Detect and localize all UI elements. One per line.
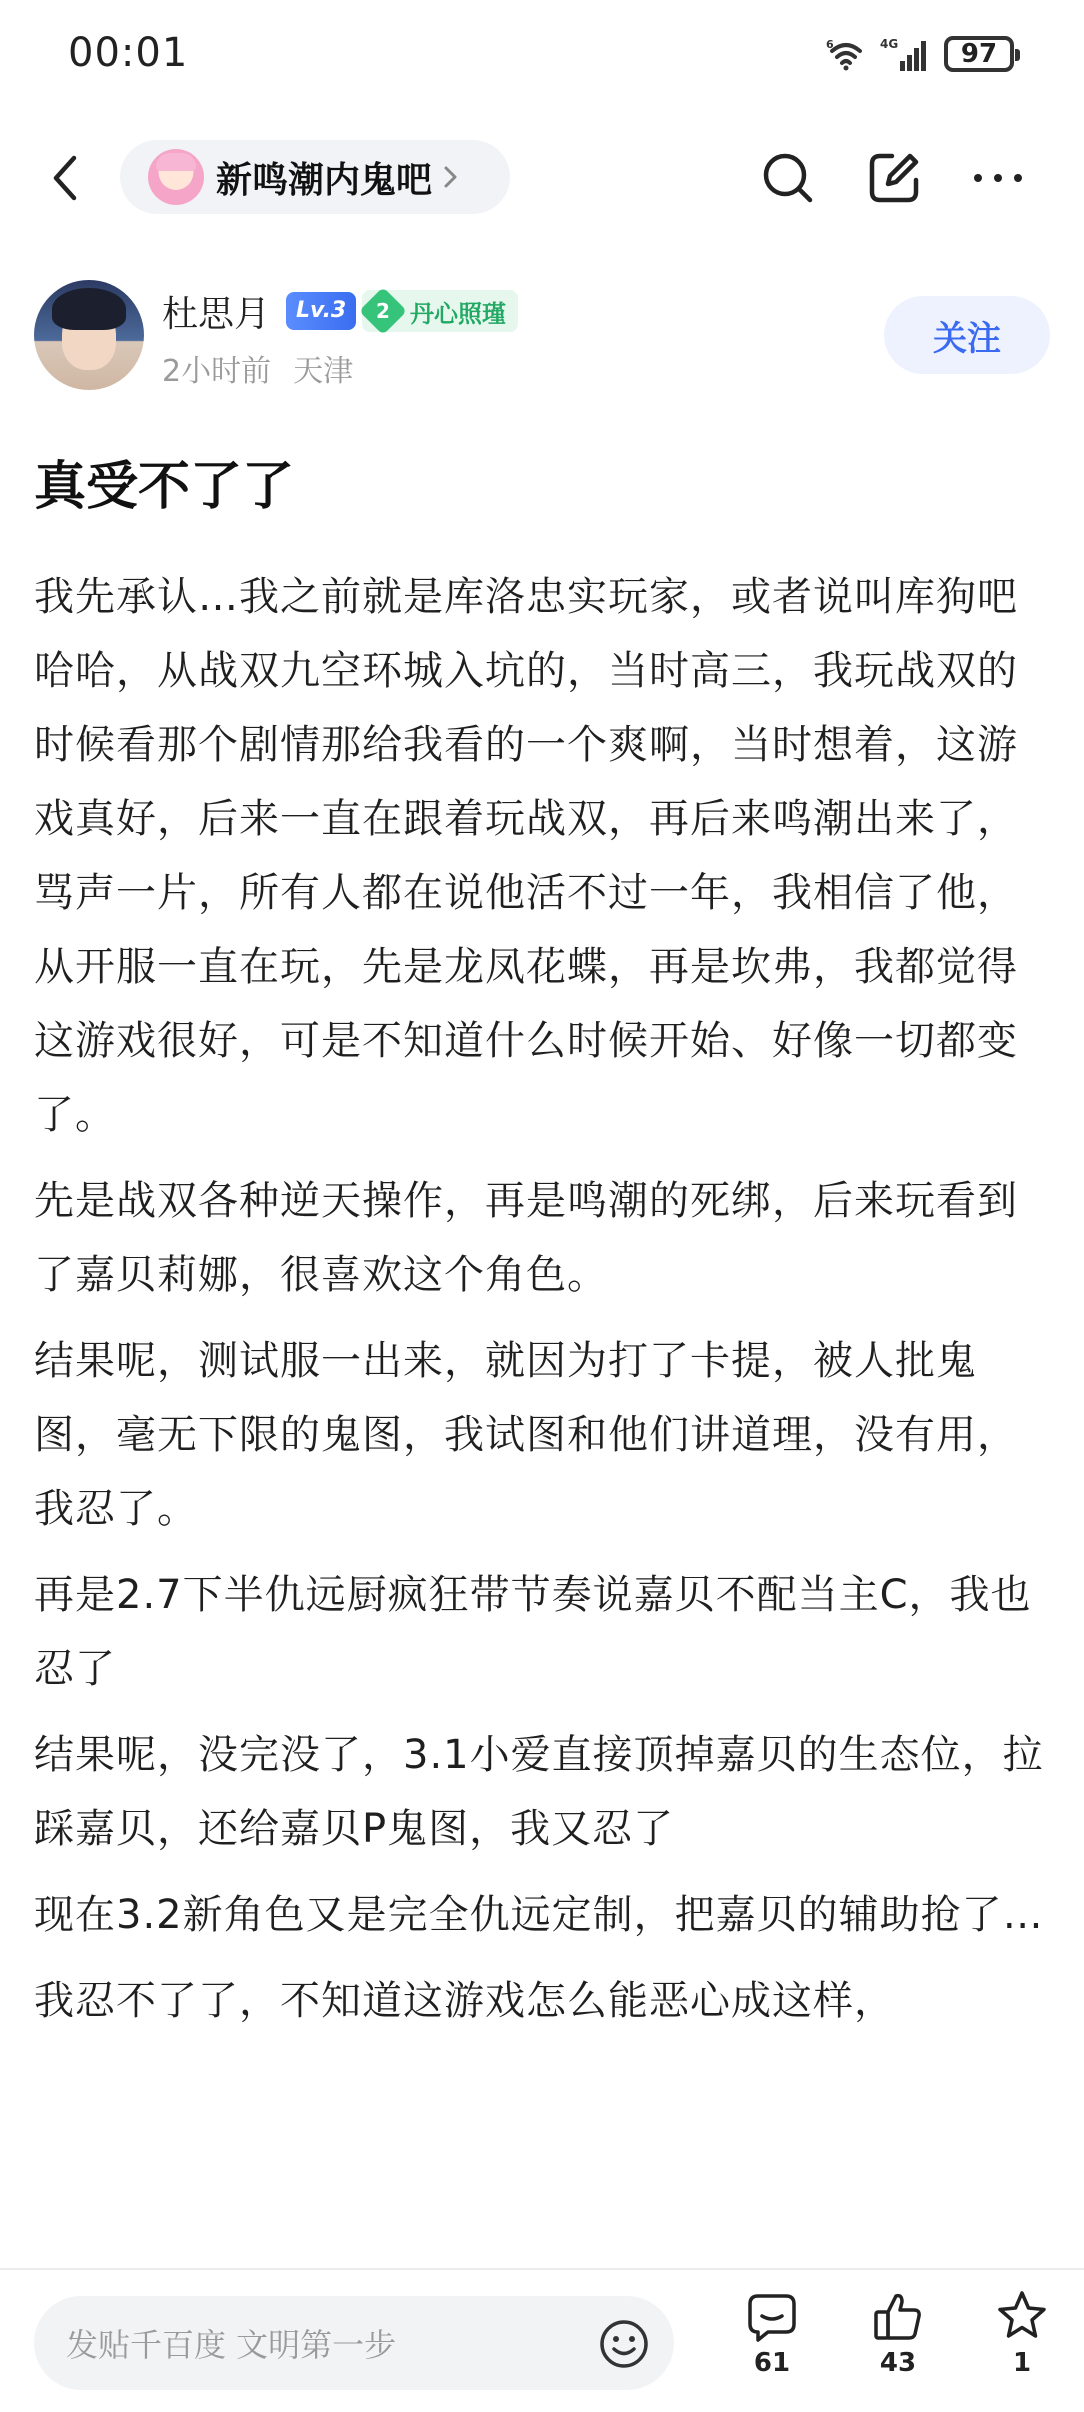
post-paragraph: 再是2.7下半仇远厨疯狂带节奏说嘉贝不配当主C，我也忍了 <box>34 1572 1032 1692</box>
honor-level: 2 <box>376 298 390 323</box>
post-body <box>34 560 1050 2050</box>
chevron-right-icon <box>440 160 462 194</box>
signal-4g-icon <box>880 37 930 71</box>
svg-text:4G: 4G <box>880 37 899 51</box>
post-paragraph: 先是战双各种逆天操作，再是鸣潮的死绑，后来玩看到了嘉贝莉娜，很喜欢这个角色。 <box>34 1178 1018 1298</box>
wifi-icon <box>826 37 866 71</box>
post-title: 真受不了了 <box>34 457 295 517</box>
author-avatar[interactable] <box>34 280 144 390</box>
post-paragraph: 结果呢，没完没了，3.1小爱直接顶掉嘉贝的生态位，拉踩嘉贝，还给嘉贝P鬼图，我又忍了 <box>34 1732 1044 1852</box>
search-icon[interactable] <box>756 146 820 210</box>
author-name[interactable]: 杜思月 <box>162 294 271 335</box>
status-time: 00:01 <box>68 30 189 76</box>
comment-count: 61 <box>753 2348 791 2378</box>
honor-level-icon <box>359 287 407 335</box>
edit-icon[interactable] <box>862 146 926 210</box>
post-paragraph: 我忍不了了，不知道这游戏怎么能恶心成这样， <box>34 1978 895 2024</box>
favorite-button[interactable] <box>982 2288 1062 2378</box>
comment-input[interactable] <box>34 2296 674 2390</box>
top-navigation <box>0 130 1084 226</box>
forum-avatar <box>148 149 204 205</box>
post-location: 天津 <box>293 354 354 389</box>
forum-entry-button[interactable] <box>120 140 510 214</box>
battery-icon <box>944 36 1014 72</box>
emoji-icon[interactable] <box>598 2318 650 2370</box>
svg-text:6: 6 <box>826 38 834 51</box>
honor-badge <box>362 290 518 332</box>
post-meta <box>162 346 353 390</box>
comment-button[interactable] <box>732 2288 812 2378</box>
status-icons <box>826 32 1014 76</box>
post-paragraph: 结果呢，测试服一出来，就因为打了卡提，被人批鬼图，毫无下限的鬼图，我试图和他们讲道理，没有用，我忍了。 <box>34 1338 1018 1532</box>
like-button[interactable] <box>858 2288 938 2378</box>
post-time: 2小时前 <box>162 354 272 389</box>
more-icon[interactable] <box>966 146 1030 210</box>
forum-name: 新鸣潮内鬼吧 <box>216 159 433 201</box>
post-paragraph: 我先承认…我之前就是库洛忠实玩家，或者说叫库狗吧哈哈，从战双九空环城入坑的，当时高三，我玩战双的时候看那个剧情那给我看的一个爽啊，当时想着，这游戏真好，后来一直在跟着玩战双，再后来鸣潮出来了，骂声一片，所有人都在说他活不过一年，我相信了他，从开服一直在玩，先是龙凤花蝶，再是坎弗，我都觉得这游戏很好，可是不知道什么时候开始、好像一切都变了。 <box>34 574 1018 1138</box>
battery-level: 97 <box>960 39 998 69</box>
like-count: 43 <box>879 2348 917 2378</box>
author-info <box>0 276 1084 396</box>
follow-button[interactable]: 关注 <box>884 296 1050 374</box>
favorite-count: 1 <box>1012 2348 1032 2378</box>
back-arrow-icon[interactable] <box>36 148 96 208</box>
honor-title: 丹心照瑾 <box>410 299 506 328</box>
level-badge: Lv.3 <box>286 292 356 330</box>
status-bar <box>0 0 1084 120</box>
star-icon <box>994 2288 1050 2344</box>
bottom-action-bar <box>0 2268 1084 2412</box>
like-icon <box>870 2288 926 2344</box>
post-paragraph: 现在3.2新角色又是完全仇远定制，把嘉贝的辅助抢了… <box>34 1892 1044 1938</box>
comment-input-placeholder: 发贴千百度 文明第一步 <box>66 2326 397 2364</box>
comment-icon <box>744 2288 800 2344</box>
